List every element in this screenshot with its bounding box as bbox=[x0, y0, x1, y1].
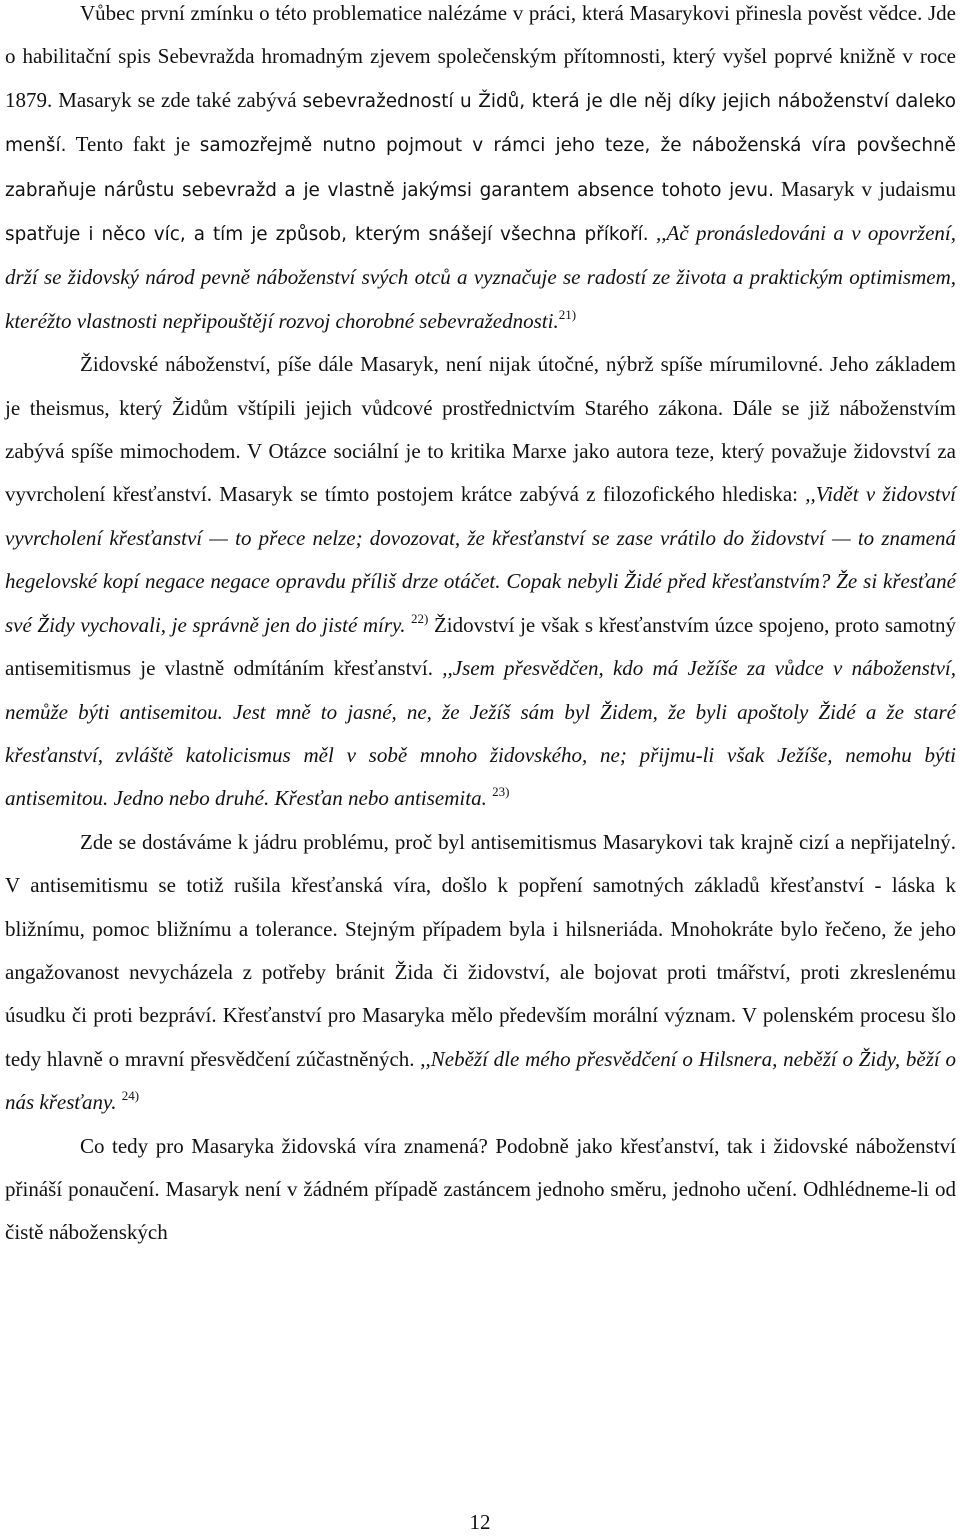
text-run: spatřuje i něco víc, a tím je způsob, kterým snášejí všechna příkoří. bbox=[5, 224, 649, 246]
footnote-ref: 24) bbox=[121, 1088, 140, 1104]
text-run: sebevražedností u Židů, která je dle něj díky jejich náboženství daleko menší. bbox=[5, 90, 956, 157]
page-number: 12 bbox=[469, 1510, 491, 1534]
footnote-ref: 22) bbox=[411, 610, 429, 626]
paragraph bbox=[5, 0, 956, 343]
quotation: ,,Vidět v židovství vyvrcholení křesťanství — to přece nelze; dovozovat, že křesťanství se zase vrátilo do židovství — to znamená hegelovské kopí negace negace opravdu příliš drze otáčet. Copak nebyli Židé před křesťanstvím? Že si křesťané své Židy vychovali, je správně jen do jisté míry. bbox=[5, 482, 956, 637]
footnote-ref: 21) bbox=[558, 306, 577, 322]
quotation: ,,Jsem přesvědčen, kdo má Ježíše za vůdce v náboženství, nemůže býti antisemitou. Jest mně to jasné, ne, že Ježíš sám byl Židem, že byli apoštoly Židé a že staré křesťanství, zvláště katolicismus měl v sobě mnoho židovského, ne; přijmu-li však Ježíše, nemohu býti antisemitou. Jedno nebo druhé. Křesťan nebo antisemita. bbox=[5, 656, 956, 811]
quotation: ,,Ač pronásledováni a v opovržení, drží se židovský národ pevně náboženství svých otců a vyznačuje se radostí ze života a praktickým optimismem, kteréžto vlastnosti nepřipouštějí rozvoj chorobné sebevražednosti. bbox=[5, 221, 956, 333]
footnote-ref: 23) bbox=[492, 784, 510, 800]
text-run: Zde se dostáváme k jádru problému, proč byl antisemitismus Masarykovi tak krajně cizí a nepřijatelný. V antisemitismu se totiž rušila křesťanská víra, došlo k popření samotných základů křesťanství - láska k bližnímu, pomoc bližnímu a tolerance. Stejným případem byla i hilsneriáda. Mnohokráte bylo řečeno, že jeho angažovanost nevycházela z potřeby bránit Žida či židovství, ale bojovat proti tmářství, proti zkreslenému úsudku či proti bezpráví. Křesťanství pro Masaryka mělo především morální význam. V polenském procesu šlo tedy hlavně o mravní přesvědčení zúčastněných. bbox=[5, 829, 956, 1071]
text-run: Tento fakt je bbox=[66, 132, 200, 157]
text-run: Židovství je však s křesťanstvím úzce spojeno, proto samotný antisemitismus je vlastně odmítáním křesťanství. bbox=[5, 612, 957, 681]
text-run: Vůbec první zmínku o této problematice nalézáme v práci, která Masarykovi přinesla pověst vědce. Jde o habilitační spis Sebevražda hromadným zjevem společenským přítomnosti, který vyšel poprvé knižně v roce 1879. Masaryk se zde také zabývá bbox=[5, 1, 956, 112]
paragraph bbox=[5, 821, 956, 1125]
paragraph bbox=[5, 343, 956, 820]
text-run: Masaryk v judaismu bbox=[773, 176, 956, 201]
document-body bbox=[5, 0, 956, 1255]
text-run: Židovské náboženství, píše dále Masaryk, není nijak útočné, nýbrž spíše mírumilovné. Jeho základem je theismus, který Židům vštípili jejich vůdcové prostřednictvím Starého zákona. Dále se již náboženstvím zabývá spíše mimochodem. V Otázce sociální je to kritika Marxe jako autora teze, který považuje židovství za vyvrcholení křesťanství. Masaryk se tímto postojem krátce zabývá z filozofického hlediska: bbox=[5, 352, 956, 507]
text-run: Co tedy pro Masaryka židovská víra znamená? Podobně jako křesťanství, tak i židovské náboženství přináší ponaučení. Masaryk není v žádném případě zastáncem jednoho směru, jednoho učení. Odhlédneme-li od čistě náboženských bbox=[5, 1133, 956, 1245]
paragraph bbox=[5, 1125, 956, 1255]
quotation: ,,Neběží dle mého přesvědčení o Hilsnera, neběží o Židy, běží o nás křesťany. bbox=[5, 1046, 956, 1115]
text-run: samozřejmě nutno pojmout v rámci jeho teze, že náboženská víra povšechně zabraňuje nárůstu sebevražd a je vlastně jakýmsi garantem absence tohoto jevu. bbox=[5, 135, 956, 201]
